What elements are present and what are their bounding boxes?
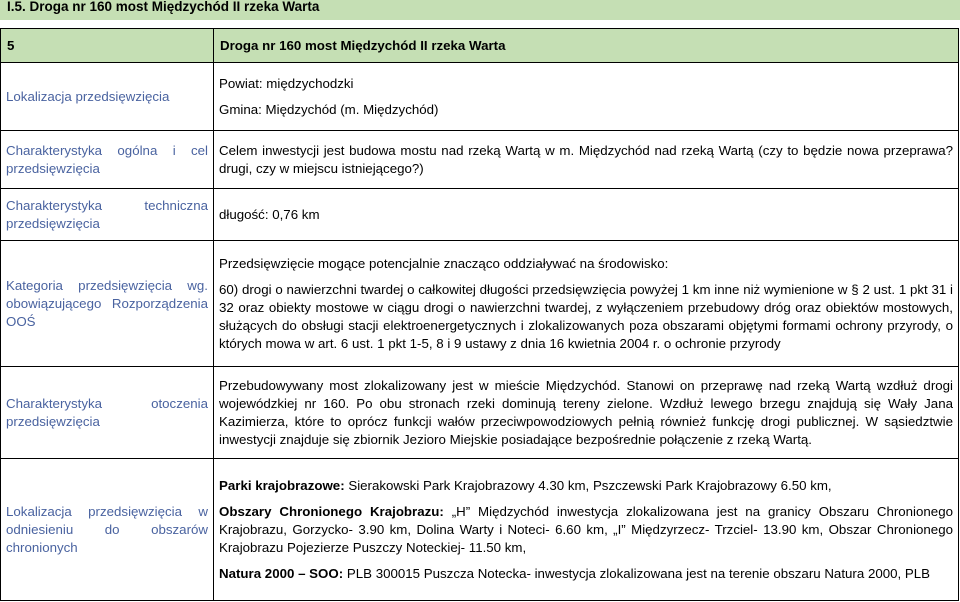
location-value — [214, 63, 959, 131]
location-label: Lokalizacja przedsięwzięcia — [1, 63, 214, 131]
protected-value — [214, 459, 959, 601]
technical-value: długość: 0,76 km — [214, 189, 959, 241]
natura-paragraph — [219, 565, 953, 583]
row-location — [1, 63, 959, 131]
parks-label: Parki krajobrazowe: — [219, 477, 345, 493]
osk-text: „H” Międzychód inwestycja zlokalizowana jest na granicy Obszaru Chronionego Krajobrazu, Gorzycko- 3.90 km, Dolina Warty i Noteci- 6.60 km, „I” Międzyrzecz- Trzciel- 13.90 km, Obszar Chronionego Krajobrazu Pojezierze Puszczy Noteckiej- 11.50 km, — [219, 503, 953, 555]
category-intro: Przedsięwzięcie mogące potencjalnie znacząco oddziaływać na środowisko: — [219, 255, 669, 271]
location-commune: Gmina: Międzychód (m. Międzychód) — [219, 101, 439, 117]
environment-value: Przebudowywany most zlokalizowany jest w mieście Międzychód. Stanowi on przeprawę nad rzeką Wartą wzdłuż drogi wojewódzkiej nr 160. Po obu stronach rzeki dominują tereny zielone. Wzdłuż lewego brzegu znajdują się Wały Jana Kazimierza, które to oprócz funkcji wałów przeciwpowodziowych pełnią również funkcję drogi publicznej. W sąsiedztwie inwestycji znajduje się zbiornik Jezioro Miejskie posiadające bezpośrednie połączenie z rzeką Wartą. — [214, 367, 959, 459]
technical-label: Charakterystyka techniczna przedsięwzięcia — [1, 189, 214, 241]
project-table — [0, 28, 959, 601]
category-value — [214, 241, 959, 367]
parks-text: Sierakowski Park Krajobrazowy 4.30 km, Pszczewski Park Krajobrazowy 6.50 km, — [344, 477, 832, 493]
osk-paragraph — [219, 503, 953, 557]
table-title-row — [1, 29, 959, 63]
project-number: 5 — [1, 29, 214, 63]
natura-label: Natura 2000 – SOO: — [219, 565, 344, 581]
general-label: Charakterystyka ogólna i cel przedsięwzięcia — [1, 131, 214, 189]
category-label: Kategoria przedsięwzięcia wg. obowiązującego Rozporządzenia OOŚ — [1, 241, 214, 367]
osk-label: Obszary Chronionego Krajobrazu: — [219, 503, 444, 519]
row-general — [1, 131, 959, 189]
location-county: Powiat: międzychodzki — [219, 75, 354, 91]
row-technical — [1, 189, 959, 241]
section-heading: I.5. Droga nr 160 most Międzychód II rzeka Warta — [0, 0, 960, 20]
row-category — [1, 241, 959, 367]
natura-text: PLB 300015 Puszcza Notecka- inwestycja zlokalizowana jest na terenie obszaru Natura 2000, PLB — [343, 565, 931, 581]
environment-label: Charakterystyka otoczenia przedsięwzięcia — [1, 367, 214, 459]
category-text: 60) drogi o nawierzchni twardej o całkowitej długości przedsięwzięcia powyżej 1 km inne niż wymienione w § 2 ust. 1 pkt 31 i 32 oraz obiekty mostowe w ciągu drogi o nawierzchni twardej, z wyłączeniem przebudowy dróg oraz obiektów mostowych, służących do obsługi stacji elektroenergetycznych i zlokalizowanych poza obszarami objętymi formami ochrony przyrody, o których mowa w art. 6 ust. 1 pkt 1-5, 8 i 9 ustawy z dnia 16 kwietnia 2004 r. o ochronie przyrody — [219, 281, 953, 351]
parks-paragraph — [219, 477, 953, 495]
row-environment — [1, 367, 959, 459]
project-name: Droga nr 160 most Międzychód II rzeka Warta — [214, 29, 959, 63]
general-value: Celem inwestycji jest budowa mostu nad rzeką Wartą w m. Międzychód nad rzeką Wartą (czy to będzie nowa przeprawa? drugi, czy w miejscu istniejącego?) — [214, 131, 959, 189]
row-protected — [1, 459, 959, 601]
protected-label: Lokalizacja przedsięwzięcia w odniesieniu do obszarów chronionych — [1, 459, 214, 601]
